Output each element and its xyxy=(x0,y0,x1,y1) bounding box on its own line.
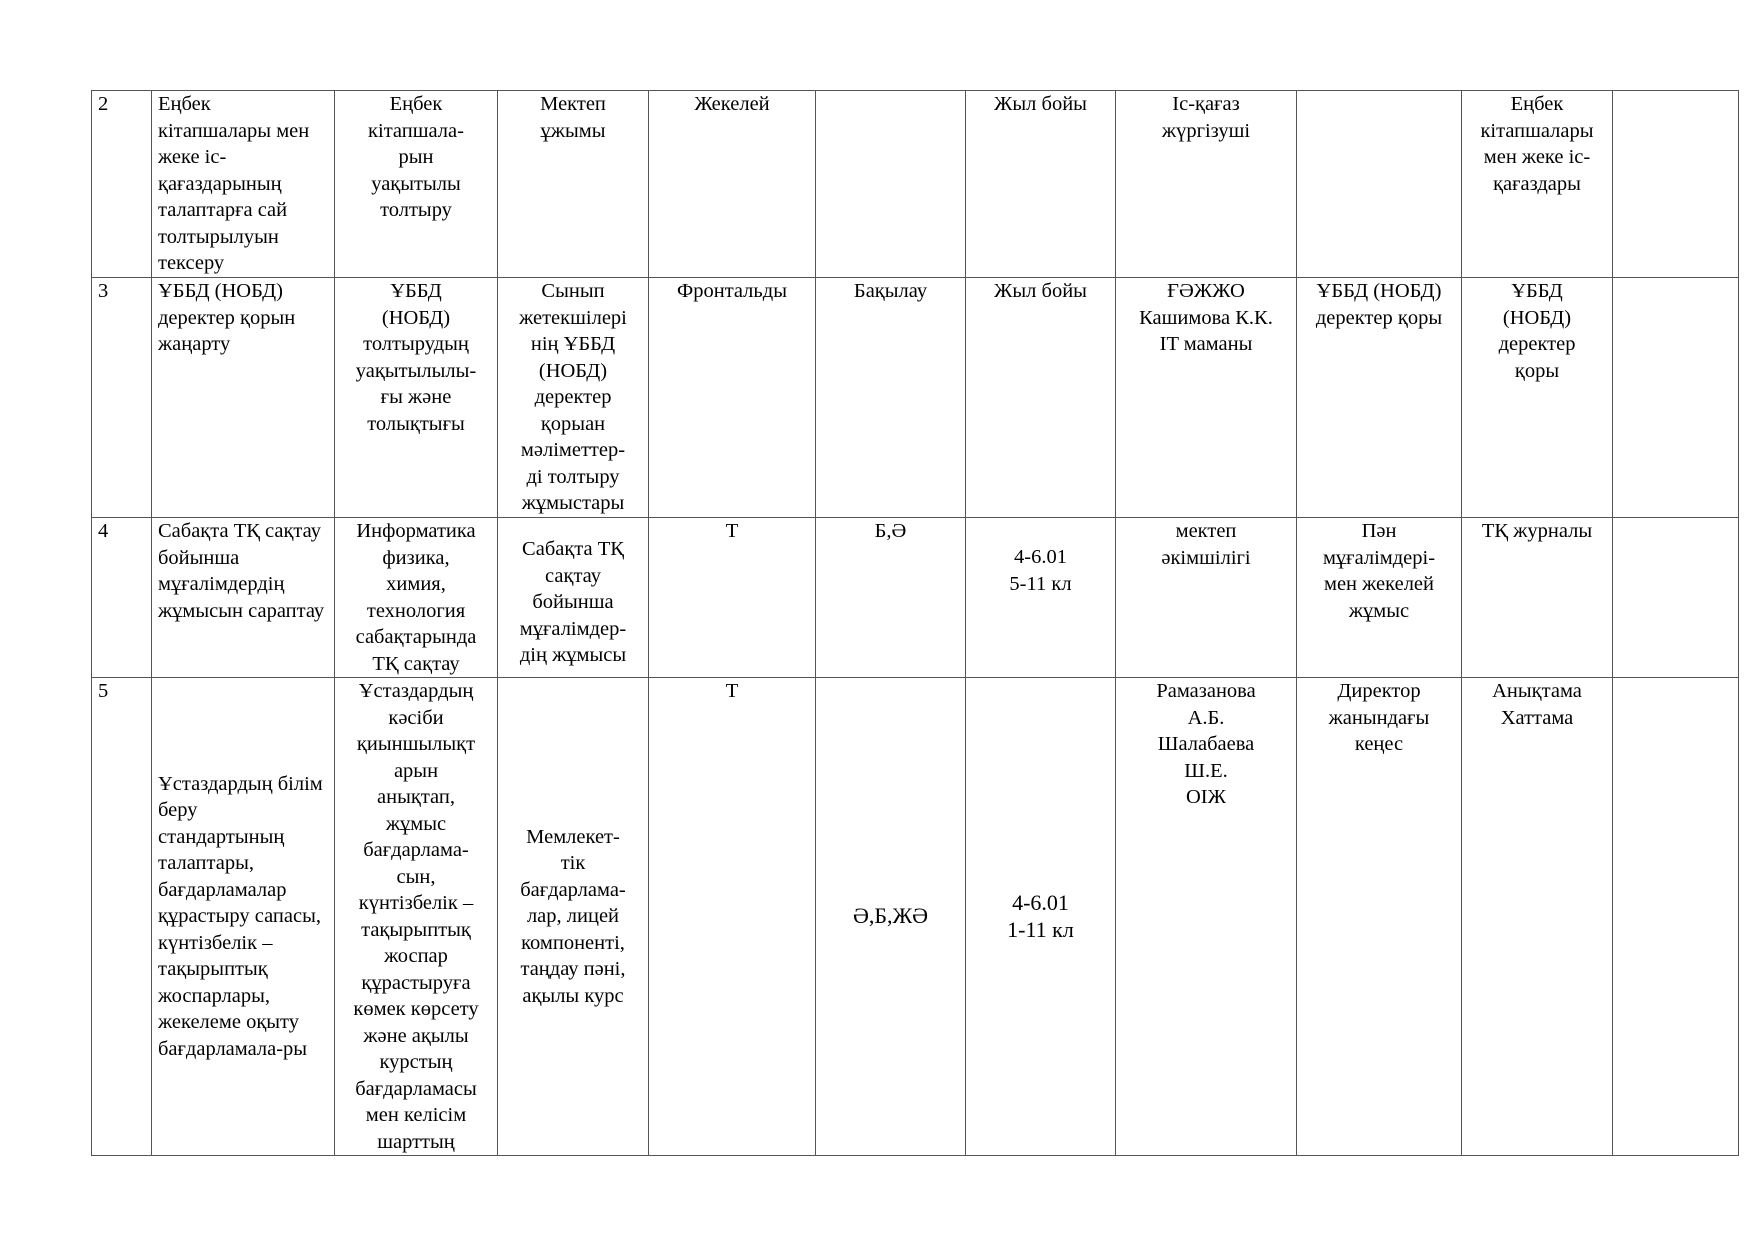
control-plan-table xyxy=(91,90,1739,1156)
control-responsible: мектеп әкімшілігі xyxy=(1116,518,1297,678)
control-method: Б,Ә xyxy=(816,518,966,678)
control-type: Жекелей xyxy=(649,91,816,278)
table-row xyxy=(92,678,1739,1156)
control-goal: Ұстаздардың кәсіби қиыншылықт арын анықтап, жұмыс бағдарлама- сын, күнтізбелік – тақырыптық жоспар құрастыруға көмек көрсету және ақылы курстың бағдарламасы мен келісім шарттың xyxy=(335,678,498,1156)
control-object: Мектеп ұжымы xyxy=(498,91,649,278)
control-review: ҰББД (НОБД) деректер қоры xyxy=(1297,278,1462,518)
control-period: 4-6.01 1-11 кл xyxy=(966,678,1116,1156)
control-review xyxy=(1297,91,1462,278)
control-result: ТҚ журналы xyxy=(1462,518,1613,678)
row-number: 4 xyxy=(92,518,152,678)
control-topic: Ұстаздардың білім беру стандартының талаптары, бағдарламалар құрастыру сапасы, күнтізбелік – тақырыптық жоспарлары, жекелеме оқыту бағдарламала-ры xyxy=(152,678,335,1156)
control-period: Жыл бойы xyxy=(966,91,1116,278)
control-result: ҰББД (НОБД) деректер қоры xyxy=(1462,278,1613,518)
control-type: Т xyxy=(649,518,816,678)
control-method: Бақылау xyxy=(816,278,966,518)
control-responsible: ҒӘЖЖО Кашимова К.К. IT маманы xyxy=(1116,278,1297,518)
control-type: Т xyxy=(649,678,816,1156)
control-review: Пән мұғалімдері- мен жекелей жұмыс xyxy=(1297,518,1462,678)
control-object: Сынып жетекшілері нің ҰББД (НОБД) деректер қорыан мәліметтер- ді толтыру жұмыстары xyxy=(498,278,649,518)
control-type: Фронтальды xyxy=(649,278,816,518)
control-responsible: Іс-қағаз жүргізуші xyxy=(1116,91,1297,278)
control-extra xyxy=(1613,278,1739,518)
row-number: 5 xyxy=(92,678,152,1156)
control-goal: Информатика физика, химия, технология сабақтарында ТҚ сақтау xyxy=(335,518,498,678)
control-responsible: Рамазанова А.Б. Шалабаева Ш.Е. ОІЖ xyxy=(1116,678,1297,1156)
control-topic: Еңбек кітапшалары мен жеке іс-қағаздарының талаптарға сай толтырылуын тексеру xyxy=(152,91,335,278)
control-topic: ҰББД (НОБД) деректер қорын жаңарту xyxy=(152,278,335,518)
control-result: Анықтама Хаттама xyxy=(1462,678,1613,1156)
control-extra xyxy=(1613,678,1739,1156)
control-review: Директор жанындағы кеңес xyxy=(1297,678,1462,1156)
control-extra xyxy=(1613,518,1739,678)
row-number: 2 xyxy=(92,91,152,278)
control-goal: ҰББД (НОБД) толтырудың уақытылылы- ғы және толықтығы xyxy=(335,278,498,518)
control-period: Жыл бойы xyxy=(966,278,1116,518)
control-period: 4-6.01 5-11 кл xyxy=(966,518,1116,678)
control-topic: Сабақта ТҚ сақтау бойынша мұғалімдердің жұмысын сараптау xyxy=(152,518,335,678)
table-row xyxy=(92,518,1739,678)
table-row xyxy=(92,91,1739,278)
row-number: 3 xyxy=(92,278,152,518)
table-row xyxy=(92,278,1739,518)
control-goal: Еңбек кітапшала- рын уақытылы толтыру xyxy=(335,91,498,278)
control-object: Сабақта ТҚ сақтау бойынша мұғалімдер- дің жұмысы xyxy=(498,518,649,678)
control-extra xyxy=(1613,91,1739,278)
control-result: Еңбек кітапшалары мен жеке іс- қағаздары xyxy=(1462,91,1613,278)
control-method: Ә,Б,ЖӘ xyxy=(816,678,966,1156)
control-object: Мемлекет- тік бағдарлама- лар, лицей компоненті, таңдау пәні, ақылы курс xyxy=(498,678,649,1156)
control-method xyxy=(816,91,966,278)
